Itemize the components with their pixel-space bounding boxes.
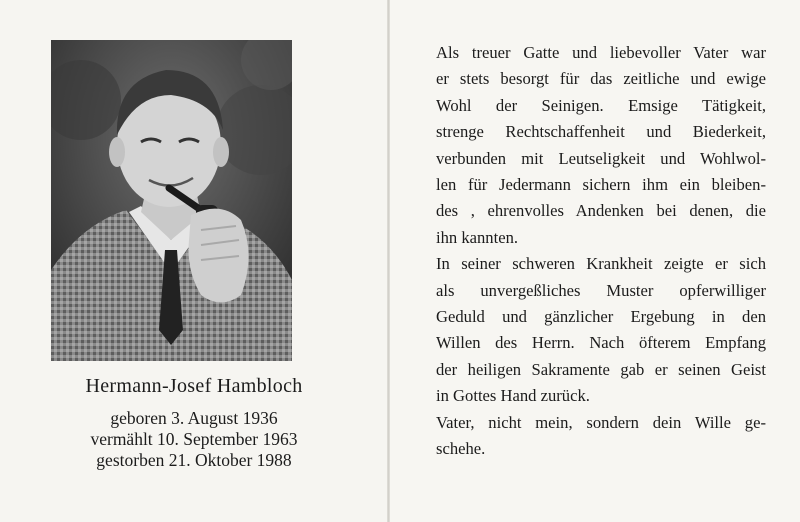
- life-dates: [0, 408, 388, 471]
- text-line: schehe.: [436, 439, 486, 459]
- text-line: als unvergeßliches Muster opferwilliger: [436, 280, 766, 300]
- marriage-date: vermählt 10. September 1963: [90, 429, 298, 449]
- text-line: In seiner schweren Krankheit zeigte er sich: [436, 254, 766, 274]
- text-line: Wohl der Seinigen. Emsige Tätigkeit,: [436, 95, 766, 115]
- text-line: des , ehrenvolles Andenken bei denen, die: [436, 201, 766, 221]
- text-line: er stets besorgt für das zeitliche und ewige: [436, 69, 766, 89]
- text-line: strenge Rechtschaffenheit und Biederkeit,: [436, 122, 766, 142]
- text-line: Als treuer Gatte und liebevoller Vater war: [436, 43, 766, 62]
- left-panel: [0, 0, 388, 522]
- portrait-photo: [51, 40, 292, 361]
- text-line: Willen des Herrn. Nach öfterem Empfang: [436, 333, 766, 353]
- text-line: verbunden mit Leutseligkeit und Wohlwol-: [436, 148, 766, 168]
- text-line: der heiligen Sakramente gab er seinen Geist: [436, 359, 766, 379]
- death-date: gestorben 21. Oktober 1988: [96, 450, 292, 470]
- memorial-text: [436, 40, 766, 463]
- portrait-image: [51, 40, 292, 361]
- text-line: Geduld und gänzlicher Ergebung in den: [436, 307, 766, 327]
- text-line: in Gottes Hand zurück.: [436, 386, 590, 406]
- deceased-name: Hermann-Josef Hambloch: [85, 375, 303, 397]
- text-line: Vater, nicht mein, sondern dein Wille ge-: [436, 412, 766, 432]
- text-line: ihn kannten.: [436, 227, 519, 247]
- text-line: len für Jedermann sichern ihm ein bleiben-: [436, 175, 766, 195]
- birth-date: geboren 3. August 1936: [110, 408, 278, 428]
